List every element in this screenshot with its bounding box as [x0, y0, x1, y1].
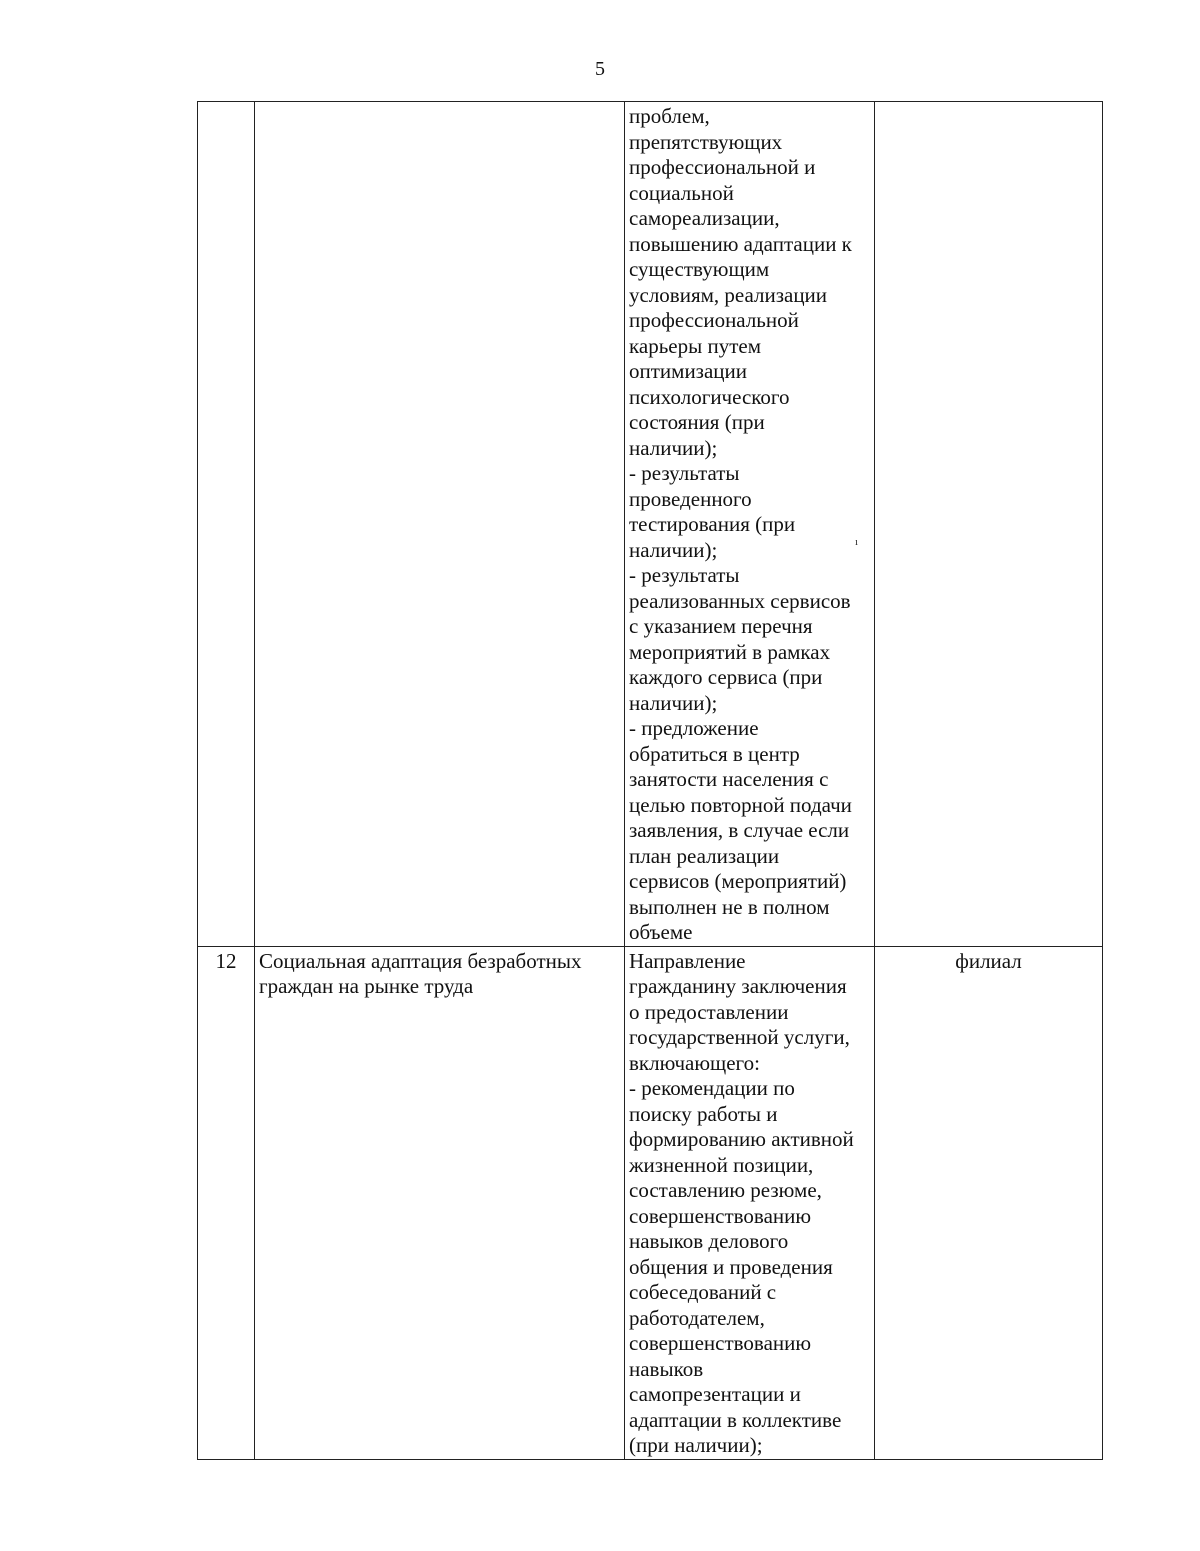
service-result-cell — [625, 102, 875, 947]
service-name-cell — [255, 946, 625, 1459]
cell-text-line: наличии); — [629, 690, 718, 715]
cell-text-line: собеседований с — [629, 1280, 777, 1304]
cell-text-line: формированию активной — [629, 1127, 854, 1151]
cell-text-line: государственной услуги, — [629, 1025, 850, 1049]
cell-text-line: совершенствованию — [629, 1331, 812, 1355]
cell-text-line: проведенного — [629, 486, 752, 511]
cell-text-line: самопрезентации и — [629, 1382, 801, 1406]
table-row — [198, 102, 1103, 947]
cell-text-line: обратиться в центр — [629, 741, 800, 766]
cell-text-line: занятости населения с — [629, 767, 829, 791]
cell-text-line: существующим — [629, 257, 770, 281]
cell-text-line: условиям, реализации — [629, 282, 828, 307]
cell-text-line: план реализации — [629, 843, 780, 868]
cell-text-line: оптимизации — [629, 359, 748, 383]
cell-text-line: наличии); — [629, 435, 718, 460]
cell-text-line: навыков делового — [629, 1229, 789, 1253]
cell-text-line: совершенствованию — [629, 1203, 812, 1228]
cell-text-line: карьеры путем — [629, 333, 761, 358]
service-name-cell — [255, 102, 625, 947]
cell-text-line: адаптации в коллективе — [629, 1407, 842, 1432]
cell-text-line: повышению адаптации к — [629, 231, 852, 256]
cell-text-line: заявления, в случае если — [629, 818, 850, 842]
cell-text-line: целью повторной подачи — [629, 792, 852, 817]
page-number: 5 — [595, 58, 605, 80]
cell-text-line: Социальная адаптация безработных — [259, 948, 582, 973]
row-number-cell — [198, 102, 255, 947]
cell-text-line: поиску работы и — [629, 1101, 778, 1126]
cell-text-line: включающего: — [629, 1050, 760, 1075]
cell-text-line: профессиональной и — [629, 155, 816, 179]
cell-text-line: тестирования (при — [629, 512, 796, 536]
cell-text-line: реализованных сервисов — [629, 588, 851, 613]
cell-text-line: с указанием перечня — [629, 614, 813, 638]
cell-text-line: (при наличии); — [629, 1433, 763, 1457]
cell-text-line: - результаты — [629, 563, 740, 587]
cell-text-line: работодателем, — [629, 1305, 765, 1330]
cell-text-line: наличии); — [629, 537, 718, 562]
cell-text-line: состояния (при — [629, 410, 765, 434]
cell-text-line: сервисов (мероприятий) — [629, 869, 847, 893]
cell-text-line: самореализации, — [629, 206, 780, 230]
cell-text-line: о предоставлении — [629, 999, 789, 1024]
cell-text-line: проблем, — [629, 104, 710, 128]
cell-text-line: составлению резюме, — [629, 1178, 822, 1202]
cell-text-line: мероприятий в рамках — [629, 639, 831, 664]
cell-text-line: гражданину заключения — [629, 974, 847, 998]
cell-text-line: граждан на рынке труда — [259, 974, 474, 998]
cell-text-line: социальной — [629, 180, 734, 205]
cell-text-line: - предложение — [629, 716, 759, 740]
table-row — [198, 946, 1103, 1459]
cell-text-line: профессиональной — [629, 308, 799, 332]
row-number-cell: 12 — [198, 946, 255, 1459]
cell-text-line: препятствующих — [629, 129, 783, 154]
cell-text-line: - рекомендации по — [629, 1076, 795, 1100]
scan-speck: ı — [855, 536, 859, 548]
executor-cell — [875, 102, 1103, 947]
cell-text-line: выполнен не в полном — [629, 894, 830, 919]
cell-text-line: навыков — [629, 1356, 704, 1381]
services-table — [197, 101, 1103, 1460]
service-result-cell — [625, 946, 875, 1459]
cell-text-line: объеме — [629, 920, 693, 944]
cell-text-line: Направление — [629, 948, 746, 973]
cell-text-line: психологического — [629, 384, 790, 409]
executor-cell: филиал — [875, 946, 1103, 1459]
cell-text-line: жизненной позиции, — [629, 1152, 814, 1177]
cell-text-line: общения и проведения — [629, 1254, 833, 1279]
cell-text-line: - результаты — [629, 461, 740, 485]
cell-text-line: каждого сервиса (при — [629, 665, 823, 689]
